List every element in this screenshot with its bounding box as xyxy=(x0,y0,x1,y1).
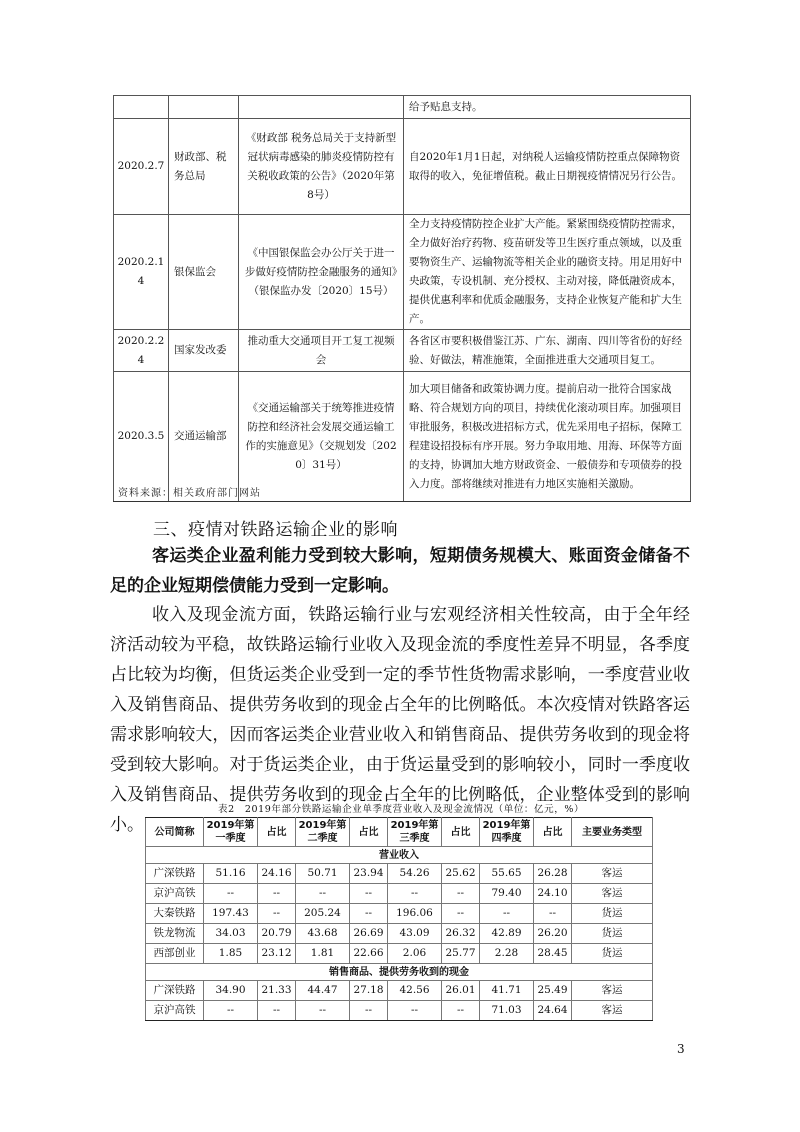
company-cell: 广深铁路 xyxy=(146,864,204,884)
page-number: 3 xyxy=(677,1042,685,1056)
policy-row xyxy=(114,119,691,215)
business-type-cell: 客运 xyxy=(572,864,653,884)
policy-date: 2020.2.14 xyxy=(114,215,169,330)
company-cell: 京沪高铁 xyxy=(146,884,204,904)
business-type-cell: 货运 xyxy=(572,904,653,924)
section-band xyxy=(146,964,653,981)
policy-content: 加大项目储备和政策协调力度。提前启动一批符合国家战略、符合规划方向的项目，持续优化滚动项目库。加强项目审批服务，积极改进招标方式，优先采用电子招标，保障工程建设招投标有序开展。努力争取用地、用海、环保等方面的支持，协调加大地方财政资金、一般债券和专项债券的投入力度。部将继续对推进有力地区实施相关激励。 xyxy=(404,372,691,502)
value-cell: 24.10 xyxy=(534,884,572,904)
company-cell: 铁龙物流 xyxy=(146,924,204,944)
policy-date: 2020.3.5 xyxy=(114,372,169,502)
value-cell: -- xyxy=(296,884,350,904)
column-header: 占比 xyxy=(534,818,572,847)
policy-row xyxy=(114,372,691,502)
business-type-cell: 客运 xyxy=(572,884,653,904)
column-header: 占比 xyxy=(350,818,388,847)
value-cell: 34.03 xyxy=(204,924,258,944)
value-cell: 26.01 xyxy=(442,981,480,1001)
value-cell: 43.68 xyxy=(296,924,350,944)
value-cell: 23.12 xyxy=(258,944,296,964)
policy-dept: 国家发改委 xyxy=(169,330,239,372)
value-cell: -- xyxy=(442,1001,480,1021)
policy-content: 自2020年1月1日起，对纳税人运输疫情防控重点保障物资取得的收入，免征增值税。截止日期视疫情情况另行公告。 xyxy=(404,119,691,215)
table-header-row xyxy=(146,818,653,847)
value-cell: 26.20 xyxy=(534,924,572,944)
column-header: 2019年第四季度 xyxy=(480,818,534,847)
table-body xyxy=(146,847,653,1021)
business-type-cell: 货运 xyxy=(572,944,653,964)
value-cell: 28.45 xyxy=(534,944,572,964)
table-row xyxy=(146,944,653,964)
value-cell: 27.18 xyxy=(350,981,388,1001)
value-cell: 25.49 xyxy=(534,981,572,1001)
company-cell: 京沪高铁 xyxy=(146,1001,204,1021)
value-cell: 24.64 xyxy=(534,1001,572,1021)
value-cell: -- xyxy=(480,904,534,924)
value-cell: 26.69 xyxy=(350,924,388,944)
value-cell: 43.09 xyxy=(388,924,442,944)
value-cell: 2.28 xyxy=(480,944,534,964)
value-cell: 196.06 xyxy=(388,904,442,924)
value-cell: -- xyxy=(204,884,258,904)
value-cell: 50.71 xyxy=(296,864,350,884)
value-cell: 1.81 xyxy=(296,944,350,964)
value-cell: -- xyxy=(388,884,442,904)
value-cell: -- xyxy=(442,904,480,924)
value-cell: -- xyxy=(350,884,388,904)
table-row xyxy=(146,924,653,944)
policy-row xyxy=(114,330,691,372)
table-row xyxy=(146,904,653,924)
policy-date xyxy=(114,96,169,119)
value-cell: -- xyxy=(350,904,388,924)
value-cell: 26.28 xyxy=(534,864,572,884)
table-row xyxy=(146,884,653,904)
policy-content: 全力支持疫情防控企业扩大产能。紧紧围绕疫情防控需求，全力做好治疗药物、疫苗研发等卫生医疗重点领域，以及重要物资生产、运输物流等相关企业的融资支持。用足用好中央政策，专设机制、充分授权、主动对接，降低融资成本，提供优惠利率和优质金融服务，支持企业恢复产能和扩大生产。 xyxy=(404,215,691,330)
value-cell: 42.89 xyxy=(480,924,534,944)
table-row xyxy=(146,981,653,1001)
policy-dept: 银保监会 xyxy=(169,215,239,330)
policy-dept: 财政部、税务总局 xyxy=(169,119,239,215)
column-header: 2019年第一季度 xyxy=(204,818,258,847)
table-caption: 表2 2019年部分铁路运输企业单季度营业收入及现金流情况（单位：亿元，%） xyxy=(218,804,585,815)
value-cell: 34.90 xyxy=(204,981,258,1001)
value-cell: 20.79 xyxy=(258,924,296,944)
body-paragraph: 收入及现金流方面，铁路运输行业与宏观经济相关性较高，由于全年经济活动较为平稳，故铁路运输行业收入及现金流的季度性差异不明显，各季度占比较为均衡，但货运类企业受到一定的季节性货物需求影响，一季度营业收入及销售商品、提供劳务收到的现金占全年的比例略低。本次疫情对铁路客运需求影响较大，因而客运类企业营业收入和销售商品、提供劳务收到的现金将受到较大影响。对于货运类企业，由于货运量受到的影响较小，同时一季度收入及销售商品、提供劳务收到的现金占全年的比例略低，企业整体受到的影响小。 xyxy=(110,605,690,835)
value-cell: -- xyxy=(258,1001,296,1021)
value-cell: 21.33 xyxy=(258,981,296,1001)
column-header: 占比 xyxy=(258,818,296,847)
section-band xyxy=(146,847,653,864)
value-cell: 205.24 xyxy=(296,904,350,924)
policy-row xyxy=(114,215,691,330)
value-cell: 71.03 xyxy=(480,1001,534,1021)
policy-content: 给予贴息支持。 xyxy=(404,96,691,119)
value-cell: 25.62 xyxy=(442,864,480,884)
column-header: 2019年第三季度 xyxy=(388,818,442,847)
value-cell: -- xyxy=(442,884,480,904)
company-cell: 西部创业 xyxy=(146,944,204,964)
value-cell: 23.94 xyxy=(350,864,388,884)
value-cell: 1.85 xyxy=(204,944,258,964)
policy-doc: 《交通运输部关于统筹推进疫情防控和经济社会发展交通运输工作的实施意见》（交规划发〔2020〕31号） xyxy=(239,372,404,502)
policy-row xyxy=(114,96,691,119)
value-cell: -- xyxy=(296,1001,350,1021)
value-cell: 54.26 xyxy=(388,864,442,884)
value-cell: -- xyxy=(258,884,296,904)
policy-date: 2020.2.24 xyxy=(114,330,169,372)
value-cell: 26.32 xyxy=(442,924,480,944)
value-cell: 25.77 xyxy=(442,944,480,964)
source-note: 资料来源：相关政府部门网站 xyxy=(118,488,261,499)
policy-table xyxy=(113,95,691,502)
section-band-label: 营业收入 xyxy=(146,847,653,864)
value-cell: 41.71 xyxy=(480,981,534,1001)
value-cell: -- xyxy=(350,1001,388,1021)
value-cell: 197.43 xyxy=(204,904,258,924)
value-cell: 44.47 xyxy=(296,981,350,1001)
column-header: 公司简称 xyxy=(146,818,204,847)
policy-date: 2020.2.7 xyxy=(114,119,169,215)
policy-doc: 《财政部 税务总局关于支持新型冠状病毒感染的肺炎疫情防控有关税收政策的公告》（2020年第8号） xyxy=(239,119,404,215)
policy-doc: 《中国银保监会办公厅关于进一步做好疫情防控金融服务的通知》（银保监办发〔2020〕15号） xyxy=(239,215,404,330)
section-heading: 三、疫情对铁路运输企业的影响 xyxy=(153,520,398,540)
policy-content: 各省区市要积极借鉴江苏、广东、湖南、四川等省份的好经验、好做法，精准施策，全面推进重大交通项目复工。 xyxy=(404,330,691,372)
policy-dept xyxy=(169,96,239,119)
company-cell: 广深铁路 xyxy=(146,981,204,1001)
policy-doc: 推动重大交通项目开工复工视频会 xyxy=(239,330,404,372)
value-cell: 79.40 xyxy=(480,884,534,904)
table-row xyxy=(146,1001,653,1021)
column-header: 2019年第二季度 xyxy=(296,818,350,847)
value-cell: 24.16 xyxy=(258,864,296,884)
value-cell: -- xyxy=(204,1001,258,1021)
value-cell: 42.56 xyxy=(388,981,442,1001)
value-cell: -- xyxy=(534,904,572,924)
column-header: 主要业务类型 xyxy=(572,818,653,847)
table-row xyxy=(146,864,653,884)
column-header: 占比 xyxy=(442,818,480,847)
value-cell: -- xyxy=(258,904,296,924)
policy-dept: 交通运输部 xyxy=(169,372,239,502)
value-cell: 51.16 xyxy=(204,864,258,884)
company-cell: 大秦铁路 xyxy=(146,904,204,924)
lead-paragraph: 客运类企业盈利能力受到较大影响，短期债务规模大、账面资金储备不足的企业短期偿债能力受到一定影响。 xyxy=(110,546,690,596)
value-cell: 55.65 xyxy=(480,864,534,884)
business-type-cell: 客运 xyxy=(572,1001,653,1021)
business-type-cell: 货运 xyxy=(572,924,653,944)
policy-doc xyxy=(239,96,404,119)
section-band-label: 销售商品、提供劳务收到的现金 xyxy=(146,964,653,981)
revenue-cashflow-table xyxy=(145,817,653,1021)
business-type-cell: 客运 xyxy=(572,981,653,1001)
value-cell: 2.06 xyxy=(388,944,442,964)
value-cell: -- xyxy=(388,1001,442,1021)
value-cell: 22.66 xyxy=(350,944,388,964)
